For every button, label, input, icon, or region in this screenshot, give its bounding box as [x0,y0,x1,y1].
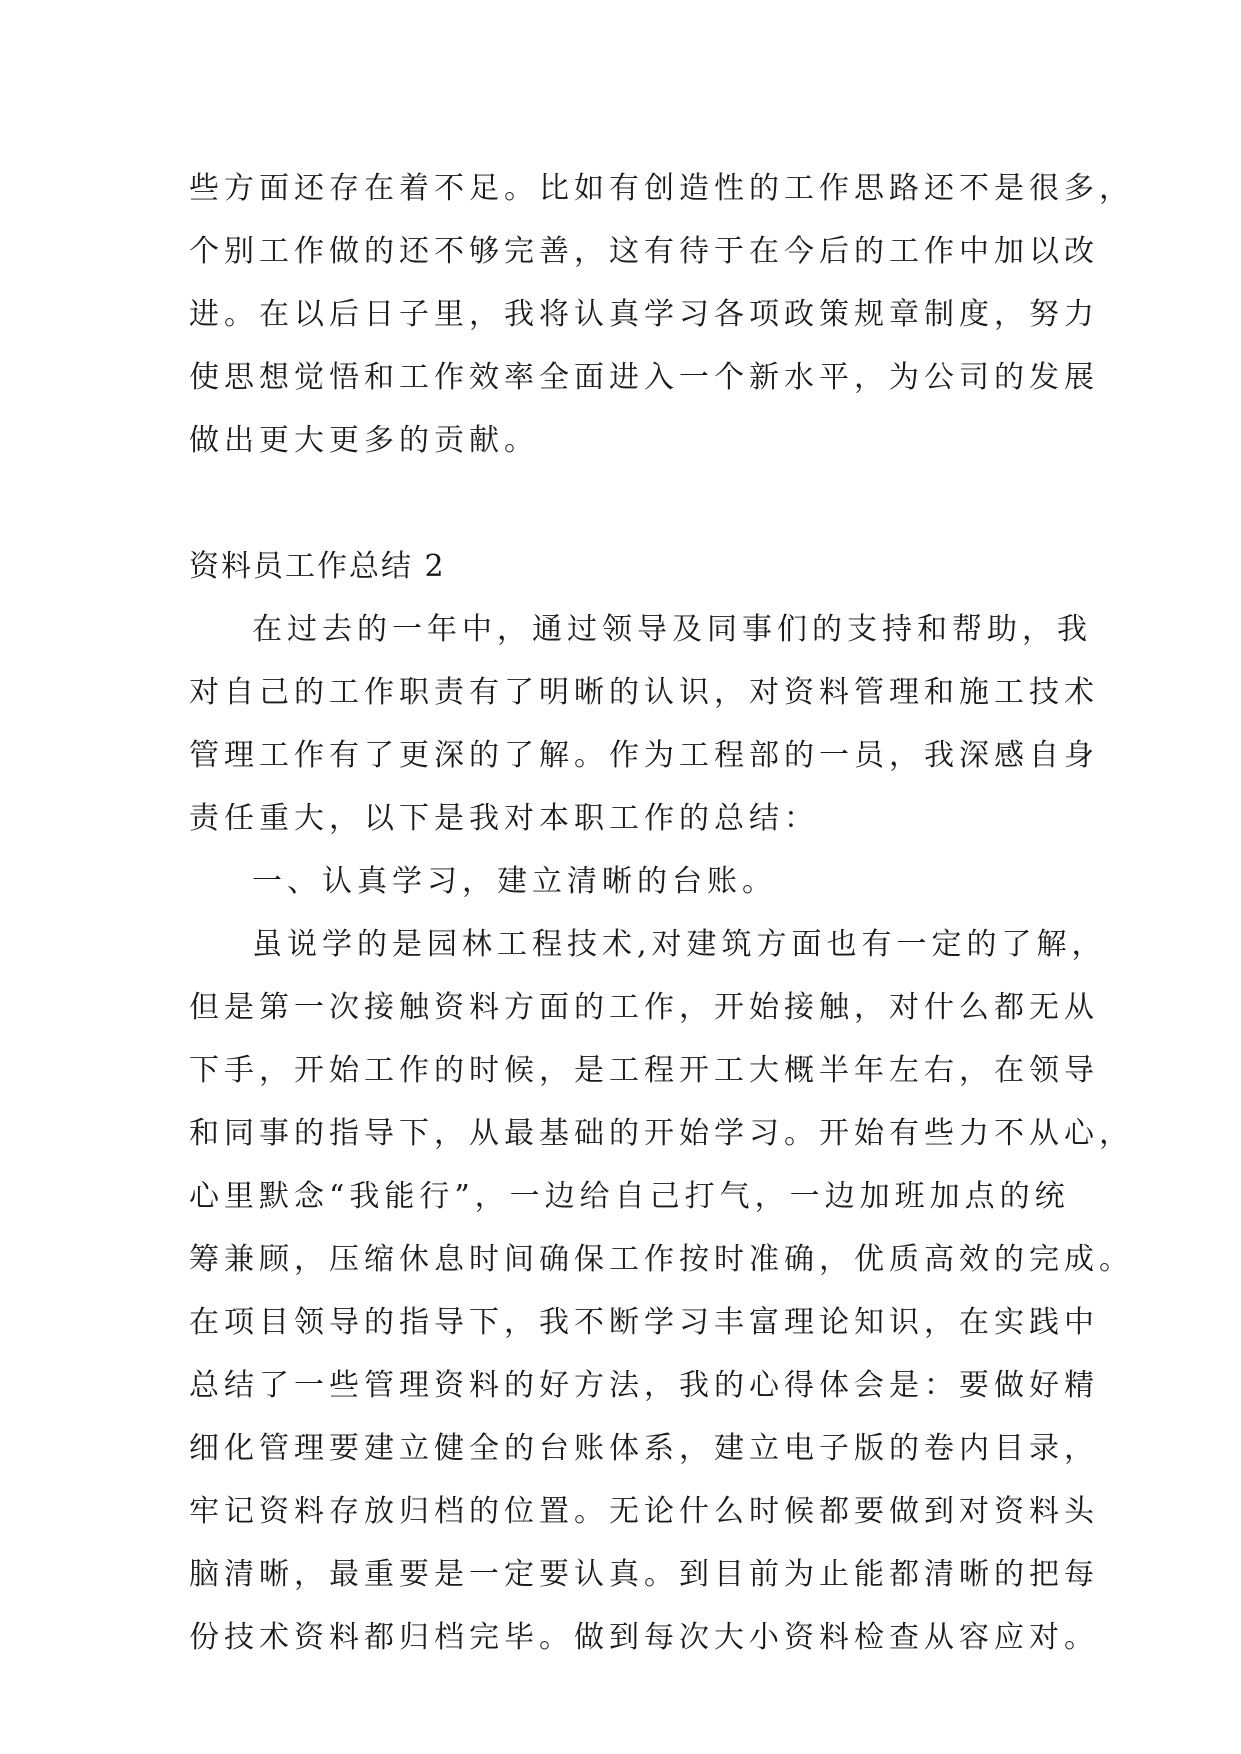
paragraph-line: 总结了一些管理资料的好方法，我的心得体会是：要做好精 [189,1368,1099,1403]
paragraph-line: 细化管理要建立健全的台账体系，建立电子版的卷内目录， [189,1431,1099,1466]
paragraph-line: 虽说学的是园林工程技术,对建筑方面也有一定的了解， [252,927,1107,962]
paragraph-line: 做出更大更多的贡献。 [189,423,539,458]
paragraph-line: 脑清晰，最重要是一定要认真。到目前为止能都清晰的把每 [189,1557,1099,1592]
paragraph-line: 和同事的指导下，从最基础的开始学习。开始有些力不从心， [189,1116,1134,1151]
paragraph-line: 但是第一次接触资料方面的工作，开始接触，对什么都无从 [189,990,1099,1025]
paragraph-line: 下手，开始工作的时候，是工程开工大概半年左右，在领导 [189,1053,1099,1088]
paragraph-line: 在过去的一年中，通过领导及同事们的支持和帮助，我 [252,612,1092,647]
paragraph-line: 个别工作做的还不够完善，这有待于在今后的工作中加以改 [189,234,1099,269]
paragraph-line: 筹兼顾，压缩休息时间确保工作按时准确，优质高效的完成。 [189,1242,1134,1277]
paragraph-line: 对自己的工作职责有了明晰的认识，对资料管理和施工技术 [189,675,1099,710]
paragraph-line: 管理工作有了更深的了解。作为工程部的一员，我深感自身 [189,738,1099,773]
paragraph-line: 在项目领导的指导下，我不断学习丰富理论知识，在实践中 [189,1305,1099,1340]
paragraph-line: 责任重大，以下是我对本职工作的总结： [189,801,819,836]
document-body [189,157,1134,1669]
paragraph-line: 进。在以后日子里，我将认真学习各项政策规章制度，努力 [189,297,1099,332]
subheading: 一、认真学习，建立清晰的台账。 [252,864,777,899]
section-title: 资料员工作总结 2 [189,549,446,584]
paragraph-line: 使思想觉悟和工作效率全面进入一个新水平，为公司的发展 [189,360,1099,395]
paragraph-line: 牢记资料存放归档的位置。无论什么时候都要做到对资料头 [189,1494,1099,1529]
paragraph-gap [189,472,1089,535]
paragraph-line: 心里默念“我能行”，一边给自己打气，一边加班加点的统 [189,1179,1070,1214]
paragraph-line: 份技术资料都归档完毕。做到每次大小资料检查从容应对。 [189,1620,1099,1655]
paragraph-line: 些方面还存在着不足。比如有创造性的工作思路还不是很多， [189,171,1134,206]
